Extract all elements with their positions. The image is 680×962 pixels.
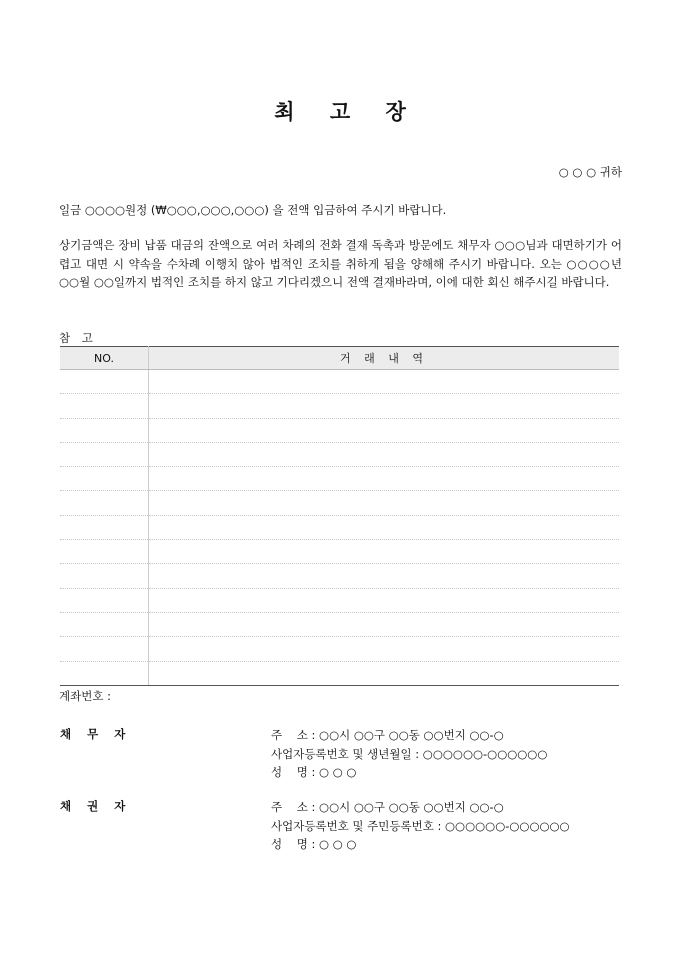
row-no-cell bbox=[60, 467, 149, 491]
row-details-cell bbox=[149, 515, 620, 539]
row-details-cell bbox=[149, 370, 620, 394]
table-row bbox=[60, 637, 619, 661]
debtor-id-line: 사업자등록번호 및 생년월일 : ○○○○○○-○○○○○○ bbox=[271, 746, 548, 761]
creditor-address-label: 주 소 bbox=[271, 800, 308, 814]
reference-label: 참 고 bbox=[59, 331, 97, 345]
column-header-no: NO. bbox=[60, 347, 149, 370]
row-details-cell bbox=[149, 418, 620, 442]
table-row bbox=[60, 418, 619, 442]
row-no-cell bbox=[60, 515, 149, 539]
table-row bbox=[60, 564, 619, 588]
row-no-cell bbox=[60, 612, 149, 636]
row-details-cell bbox=[149, 442, 620, 466]
table-row bbox=[60, 540, 619, 564]
document-title: 최 고 장 bbox=[274, 100, 420, 124]
table-row bbox=[60, 467, 619, 491]
debtor-address-row bbox=[271, 726, 547, 745]
table-row bbox=[60, 442, 619, 466]
table-row bbox=[60, 515, 619, 539]
row-no-cell bbox=[60, 370, 149, 394]
debtor-details bbox=[271, 726, 547, 782]
row-no-cell bbox=[60, 661, 149, 685]
creditor-details bbox=[271, 798, 570, 854]
row-no-cell bbox=[60, 564, 149, 588]
table-row bbox=[60, 491, 619, 515]
debtor-address: : ○○시 ○○구 ○○동 ○○번지 ○○-○ bbox=[307, 728, 504, 742]
debtor-name: : ○ ○ ○ bbox=[307, 765, 357, 779]
row-no-cell bbox=[60, 394, 149, 418]
debtor-address-label: 주 소 bbox=[271, 728, 308, 742]
row-details-cell bbox=[149, 564, 620, 588]
row-details-cell bbox=[149, 491, 620, 515]
row-details-cell bbox=[149, 540, 620, 564]
row-details-cell bbox=[149, 394, 620, 418]
creditor-address: : ○○시 ○○구 ○○동 ○○번지 ○○-○ bbox=[307, 800, 504, 814]
creditor-name-row bbox=[271, 835, 570, 854]
debtor-label: 채 무 자 bbox=[60, 727, 132, 741]
row-details-cell bbox=[149, 637, 620, 661]
row-no-cell bbox=[60, 588, 149, 612]
table-header-row bbox=[60, 347, 619, 370]
creditor-address-row bbox=[271, 798, 570, 817]
column-header-transaction-details: 거 래 내 역 bbox=[149, 347, 620, 370]
table-row bbox=[60, 588, 619, 612]
table-row bbox=[60, 612, 619, 636]
account-number-label: 계좌번호 : bbox=[59, 689, 111, 703]
row-details-cell bbox=[149, 661, 620, 685]
row-no-cell bbox=[60, 540, 149, 564]
table-row bbox=[60, 394, 619, 418]
row-details-cell bbox=[149, 467, 620, 491]
debtor-name-row bbox=[271, 763, 547, 782]
row-no-cell bbox=[60, 442, 149, 466]
recipient-line: ○ ○ ○ 귀하 bbox=[558, 165, 622, 179]
table-row bbox=[60, 370, 619, 394]
transaction-table bbox=[60, 346, 619, 686]
creditor-label: 채 권 자 bbox=[60, 799, 132, 813]
row-details-cell bbox=[149, 588, 620, 612]
row-no-cell bbox=[60, 637, 149, 661]
row-details-cell bbox=[149, 612, 620, 636]
row-no-cell bbox=[60, 491, 149, 515]
creditor-id-line: 사업자등록번호 및 주민등록번호 : ○○○○○○-○○○○○○ bbox=[271, 818, 570, 833]
creditor-name: : ○ ○ ○ bbox=[307, 837, 357, 851]
table-row bbox=[60, 661, 619, 685]
payment-request-paragraph: 일금 ○○○○원정 (₩○○○,○○○,○○○) 을 전액 입금하여 주시기 바랍니다. bbox=[59, 203, 447, 217]
creditor-name-label: 성 명 bbox=[271, 837, 308, 851]
debtor-name-label: 성 명 bbox=[271, 765, 308, 779]
row-no-cell bbox=[60, 418, 149, 442]
notice-body-paragraph: 상기금액은 장비 납품 대금의 잔액으로 여러 차례의 전화 결재 독촉과 방문에도 채무자 ○○○님과 대면하기가 어렵고 대면 시 약속을 수차례 이행치 않아 법적인 조치를 취하게 됨을 양해해 주시기 바랍니다. 오는 ○○○○년 ○○월 ○○일까지 법적인 조치를 하지 않고 기다리겠으니 전액 결재바라며, 이에 대한 회신 해주시길 바랍니다. bbox=[59, 238, 622, 289]
